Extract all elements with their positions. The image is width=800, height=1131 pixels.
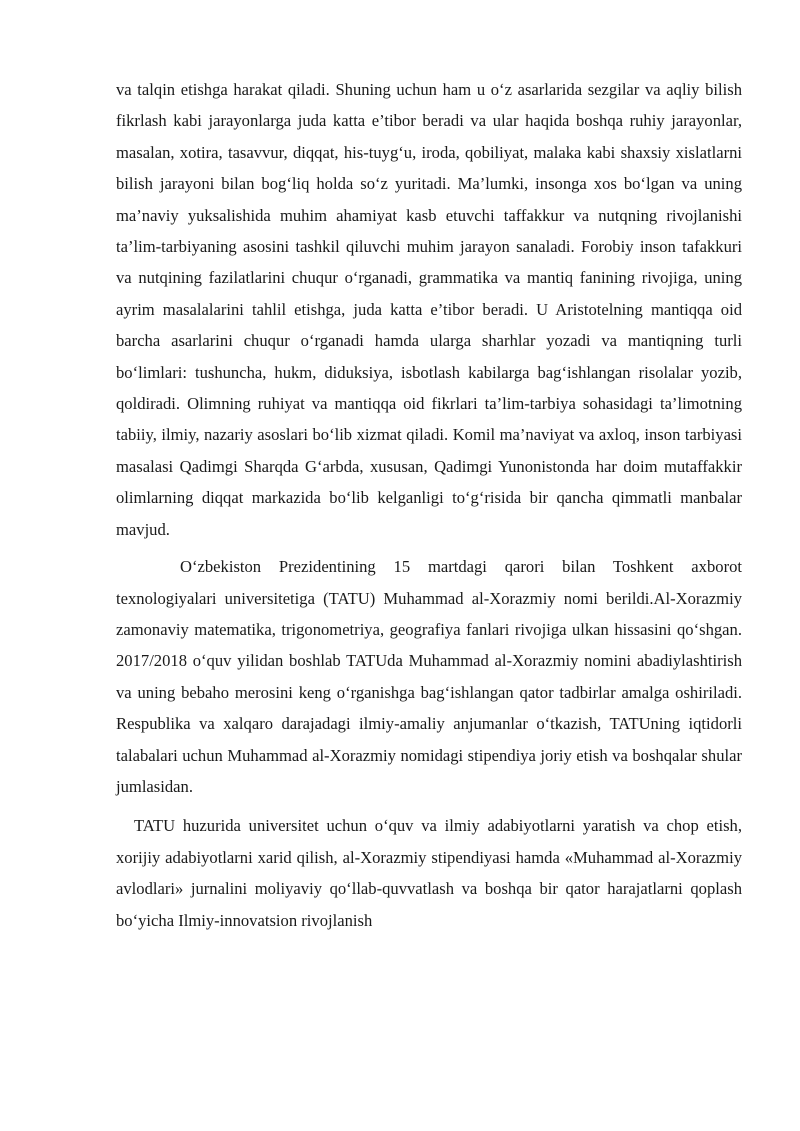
paragraph-2: O‘zbekiston Prezidentining 15 martdagi qarori bilan Toshkent axborot texnologiyalari universitetiga (TATU) Muhammad al-Xorazmiy nomi berildi.Al-Xorazmiy zamonaviy matematika, trigonometriya, geografiya fanlari rivojiga ulkan hissasini qo‘shgan. 2017/2018 o‘quv yilidan boshlab TATUda Muhammad al-Xorazmiy nomini abadiylashtirish va uning bebaho merosini keng o‘rganishga bag‘ishlangan qator tadbirlar amalga oshiriladi. Respublika va xalqaro darajadagi ilmiy-amaliy anjumanlar o‘tkazish, TATUning iqtidorli talabalari uchun Muhammad al-Xorazmiy nomidagi stipendiya joriy etish va boshqalar shular jumlasidan. <box>116 557 742 796</box>
paragraph-1: va talqin etishga harakat qiladi. Shuning uchun ham u o‘z asarlarida sezgilar va aqliy bilish fikrlash kabi jarayonlarga juda katta e’tibor beradi va ular haqida boshqa ruhiy jarayonlar, masalan, xotira, tasavvur, diqqat, his-tuyg‘u, iroda, qobiliyat, malaka kabi shaxsiy xislatlarni bilish jarayoni bilan bog‘liq holda so‘z yuritadi. Ma’lumki, insonga xos bo‘lgan va uning ma’naviy yuksalishida muhim ahamiyat kasb etuvchi taffakkur va nutqning rivojlanishi ta’lim-tarbiyaning asosini tashkil qiluvchi muhim jarayon sanaladi. Forobiy inson tafakkuri va nutqining fazilatlarini chuqur o‘rganadi, grammatika va mantiq fanining rivojiga, uning ayrim masalalarini tahlil etishga, juda katta e’tibor beradi. U Aristotelning mantiqqa oid barcha asarlarini chuqur o‘rganadi hamda ularga sharhlar yozadi va mantiqning turli bo‘limlari: tushuncha, hukm, diduksiya, isbotlash kabilarga bag‘ishlangan risolalar yozib, qoldiradi. Olimning ruhiyat va mantiqqa oid fikrlari ta’lim-tarbiya sohasidagi ta’limotning tabiiy, ilmiy, nazariy asoslari bo‘lib xizmat qiladi. Komil ma’naviyat va axloq, inson tarbiyasi masalasi Qadimgi Sharqda G‘arbda, xususan, Qadimgi Yunonistonda har doim mutaffakkir olimlarning diqqat markazida bo‘lib kelganligi to‘g‘risida bir qancha qimmatli manbalar mavjud. <box>116 80 742 539</box>
document-page <box>116 74 742 936</box>
paragraph-3: TATU huzurida universitet uchun o‘quv va ilmiy adabiyotlarni yaratish va chop etish, xorijiy adabiyotlarni xarid qilish, al-Xorazmiy stipendiyasi hamda «Muhammad al-Xorazmiy avlodlari» jurnalini moliyaviy qo‘llab-quvvatlash va boshqa bir qator harajatlarni qoplash bo‘yicha Ilmiy-innovatsion rivojlanish <box>116 816 742 930</box>
